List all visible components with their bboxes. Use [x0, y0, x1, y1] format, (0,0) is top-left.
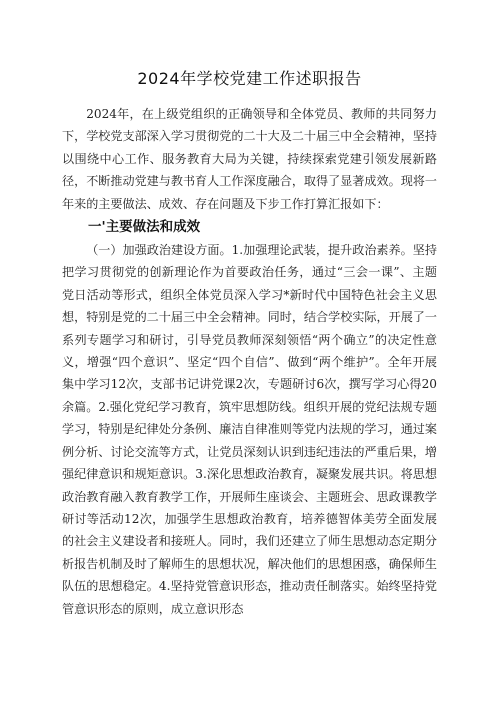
section-heading: 一'主要做法和成效: [88, 219, 201, 236]
document-title: 2024年学校党建工作述职报告: [137, 69, 362, 88]
intro-paragraph: 2024年，在上级党组织的正确领导和全体党员、教师的共同努力下，学校党支部深入学习贯彻党的二十大及二十届三中全会精神，坚持以围绕中心工作、服务教育大局为关键，持续探索党建引领发展新路径，不断推动党建与教书育人工作深度融合，取得了显著成效。现将一年来的主要做法、成效、存在问题及下步工作打算汇报如下：: [62, 107, 437, 211]
section-body-paragraph: （一）加强政治建设方面。1.加强理论武装，提升政治素养。坚持把学习贯彻党的创新理论作为首要政治任务，通过“三会一课”、主题党日活动等形式，组织全体党员深入学习*新时代中国特色社会主义思想，特别是党的二十届三中全会精神。同时，结合学校实际，开展了一系列专题学习和研讨，引导党员教师深刻领悟“两个确立”的决定性意义，增强“四个意识”、坚定“四个自信”、做到“两个维护”。全年开展集中学习12次，支部书记讲党课2次，专题研讨6次，撰写学习心得20余篇。2.强化党纪学习教育，筑牢思想防线。组织开展的党纪法规专题学习，特别是纪律处分条例、廉洁自律准则等党内法规的学习，通过案例分析、讨论交流等方式，让党员深刻认识到违纪违法的严重后果，增强纪律意识和规矩意识。3.深化思想政治教育，凝聚发展共识。将思想政治教育融入教育教学工作，开展师生座谈会、主题班会、思政课教学研讨等活动12次，加强学生思想政治教育，培养德智体美劳全面发展的社会主义建设者和接班人。同时，我们还建立了师生思想动态定期分析报告机制及时了解师生的思想状况，解决他们的思想困惑，确保师生队伍的思想稳定。4.坚持党管意识形态，推动责任制落实。始终坚持党管意识形态的原则，成立意识形态: [62, 243, 437, 616]
